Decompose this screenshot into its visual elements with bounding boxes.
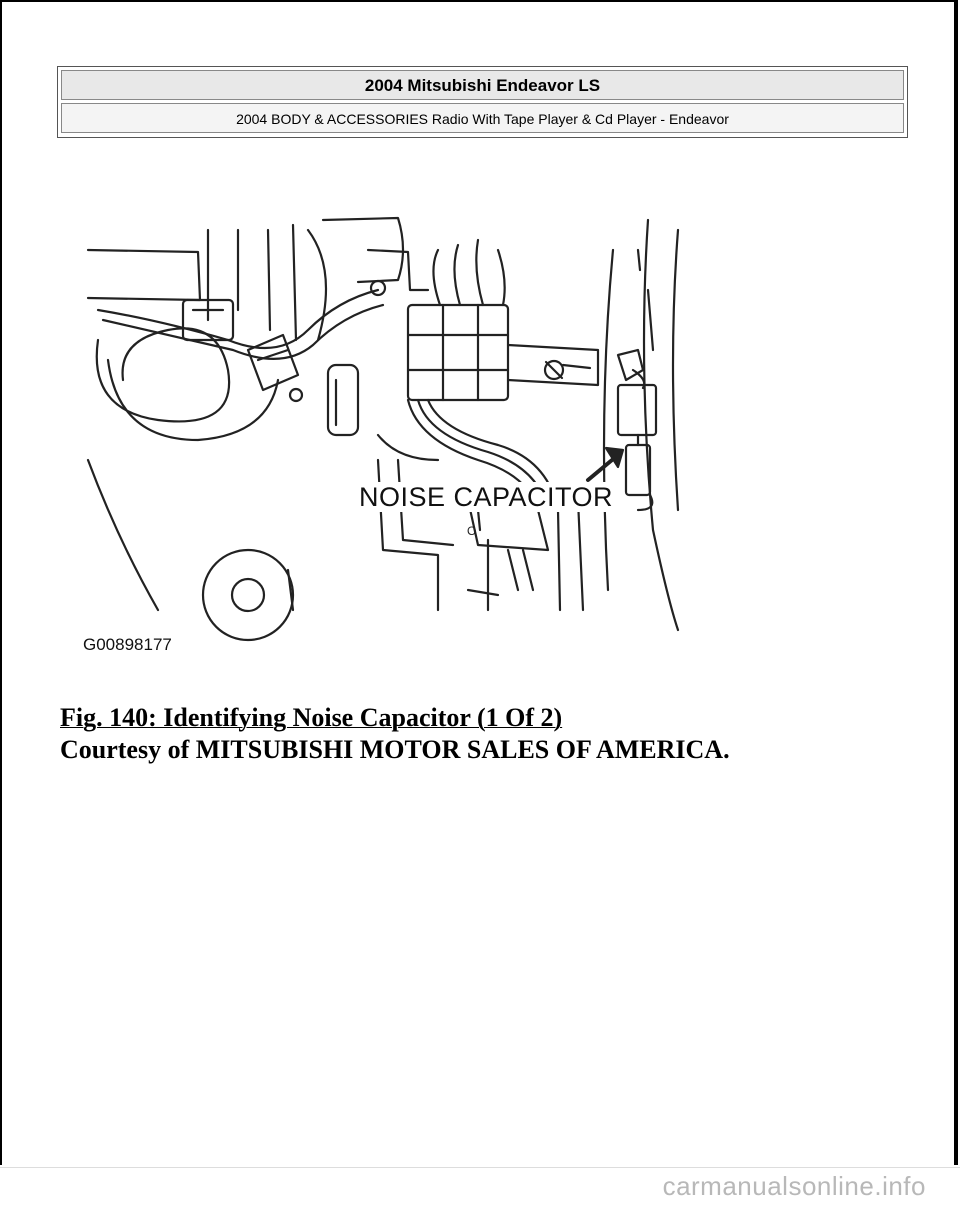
caption-title: Fig. 140: Identifying Noise Capacitor (1 Of 2) [60,703,563,732]
figure-caption [60,702,730,766]
watermark-bar [0,1167,960,1206]
watermark-text: carmanualsonline.info [662,1171,926,1201]
figure-code: G00898177 [83,635,172,654]
caption-courtesy: Courtesy of MITSUBISHI MOTOR SALES OF AMERICA. [60,735,730,764]
callout-label: NOISE CAPACITOR [356,482,616,512]
svg-text:O: O [467,524,477,538]
document-header [57,66,908,138]
vehicle-title: 2004 Mitsubishi Endeavor LS [61,70,904,100]
section-subtitle: 2004 BODY & ACCESSORIES Radio With Tape Player & Cd Player - Endeavor [61,103,904,133]
noise-capacitor-diagram [78,210,718,670]
